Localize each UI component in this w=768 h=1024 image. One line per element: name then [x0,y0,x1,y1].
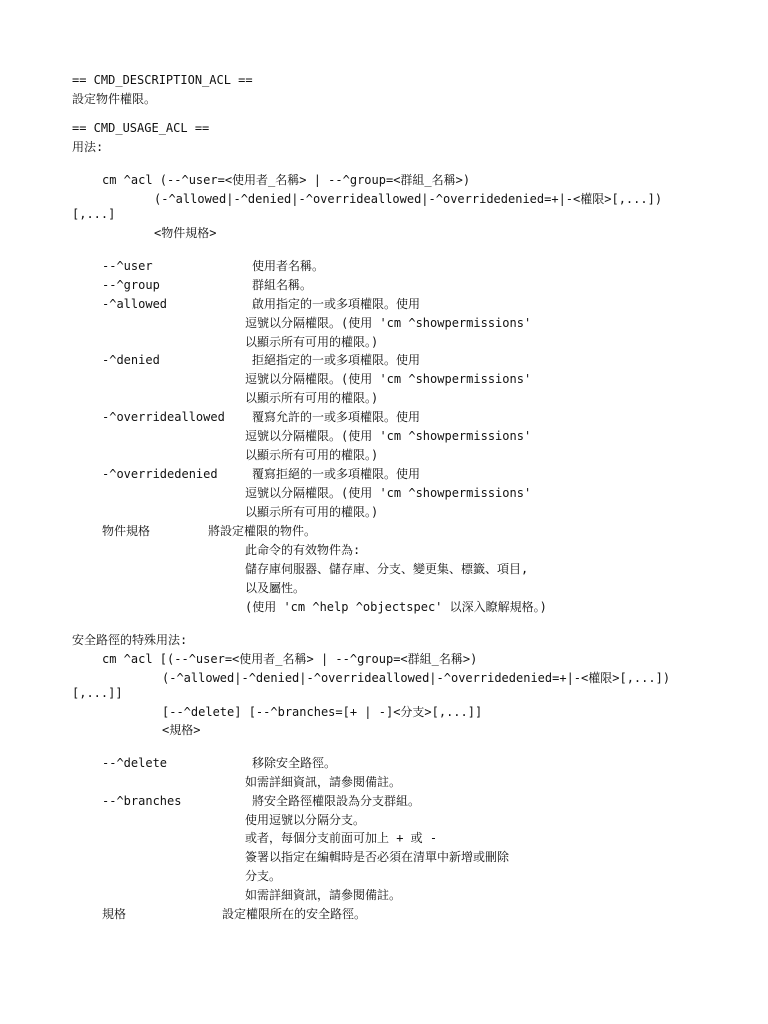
usage-syntax-line-4: <物件規格> [154,226,217,240]
option-allowed-desc-3: 以顯示所有可用的權限。) [245,335,379,349]
secured-syntax-line-2: (-^allowed|-^denied|-^overrideallowed|-^overridedenied=+|-<權限>[,...]) [162,671,671,685]
option-denied-desc-1: 拒絕指定的一或多項權限。使用 [252,353,421,367]
secured-delete-desc-2: 如需詳細資訊，請參閱備註。 [245,775,402,789]
option-overrideallowed-desc-2: 逗號以分隔權限。(使用 'cm ^showpermissions' [245,429,532,443]
secured-syntax-line-4: [--^delete] [--^branches=[+ | -]<分支>[,...]] [162,705,483,719]
description-text: 設定物件權限。 [72,92,157,106]
option-objspec-name: 物件規格 [102,524,151,538]
secured-usage-label: 安全路徑的特殊用法: [72,633,188,647]
secured-delete-desc-1: 移除安全路徑。 [252,756,337,770]
option-objspec-desc-3: 儲存庫伺服器、儲存庫、分支、變更集、標籤、項目, [245,562,529,576]
secured-spec-name: 規格 [102,907,127,921]
option-user-name: --^user [102,259,153,273]
option-denied-desc-3: 以顯示所有可用的權限。) [245,391,379,405]
usage-syntax-line-1: cm ^acl (--^user=<使用者_名稱> | --^group=<群組_名稱>) [102,173,471,187]
secured-branches-desc-5: 分支。 [245,869,282,883]
secured-syntax-line-1: cm ^acl [(--^user=<使用者_名稱> | --^group=<群組_名稱>) [102,652,478,666]
usage-header: == CMD_USAGE_ACL == [72,121,210,135]
secured-branches-desc-4: 簽署以指定在編輯時是否必須在清單中新增或刪除 [245,850,510,864]
secured-branches-name: --^branches [102,794,182,808]
secured-branches-desc-3: 或者，每個分支前面可加上 + 或 - [245,831,438,845]
usage-syntax-line-2: (-^allowed|-^denied|-^overrideallowed|-^overridedenied=+|-<權限>[,...]) [154,192,663,206]
option-allowed-name: -^allowed [102,297,168,311]
secured-syntax-line-3: [,...]] [72,686,123,700]
option-overrideallowed-desc-1: 覆寫允許的一或多項權限。使用 [252,410,421,424]
option-overrideallowed-name: -^overrideallowed [102,410,225,424]
secured-syntax-line-5: <規格> [162,723,201,737]
option-denied-name: -^denied [102,353,160,367]
option-user-desc: 使用者名稱。 [252,259,325,273]
option-objspec-desc-2: 此命令的有效物件為: [245,543,361,557]
secured-branches-desc-2: 使用逗號以分隔分支。 [245,813,366,827]
option-denied-desc-2: 逗號以分隔權限。(使用 'cm ^showpermissions' [245,372,532,386]
option-objspec-desc-4: 以及屬性。 [245,581,306,595]
option-overrideallowed-desc-3: 以顯示所有可用的權限。) [245,448,379,462]
option-objspec-desc-5: (使用 'cm ^help ^objectspec' 以深入瞭解規格。) [245,600,547,614]
option-overridedenied-desc-3: 以顯示所有可用的權限。) [245,505,379,519]
option-overridedenied-desc-2: 逗號以分隔權限。(使用 'cm ^showpermissions' [245,486,532,500]
secured-branches-desc-1: 將安全路徑權限設為分支群組。 [252,794,421,808]
usage-label: 用法: [72,140,104,154]
usage-syntax-line-3: [,...] [72,207,116,221]
option-allowed-desc-2: 逗號以分隔權限。(使用 'cm ^showpermissions' [245,316,532,330]
option-group-desc: 群組名稱。 [252,278,313,292]
option-allowed-desc-1: 啟用指定的一或多項權限。使用 [252,297,421,311]
secured-branches-desc-6: 如需詳細資訊，請參閱備註。 [245,888,402,902]
option-overridedenied-desc-1: 覆寫拒絕的一或多項權限。使用 [252,467,421,481]
option-overridedenied-name: -^overridedenied [102,467,218,481]
secured-spec-desc: 設定權限所在的安全路徑。 [222,907,367,921]
secured-delete-name: --^delete [102,756,168,770]
description-header: == CMD_DESCRIPTION_ACL == [72,73,253,87]
option-group-name: --^group [102,278,160,292]
option-objspec-desc-1: 將設定權限的物件。 [208,524,317,538]
